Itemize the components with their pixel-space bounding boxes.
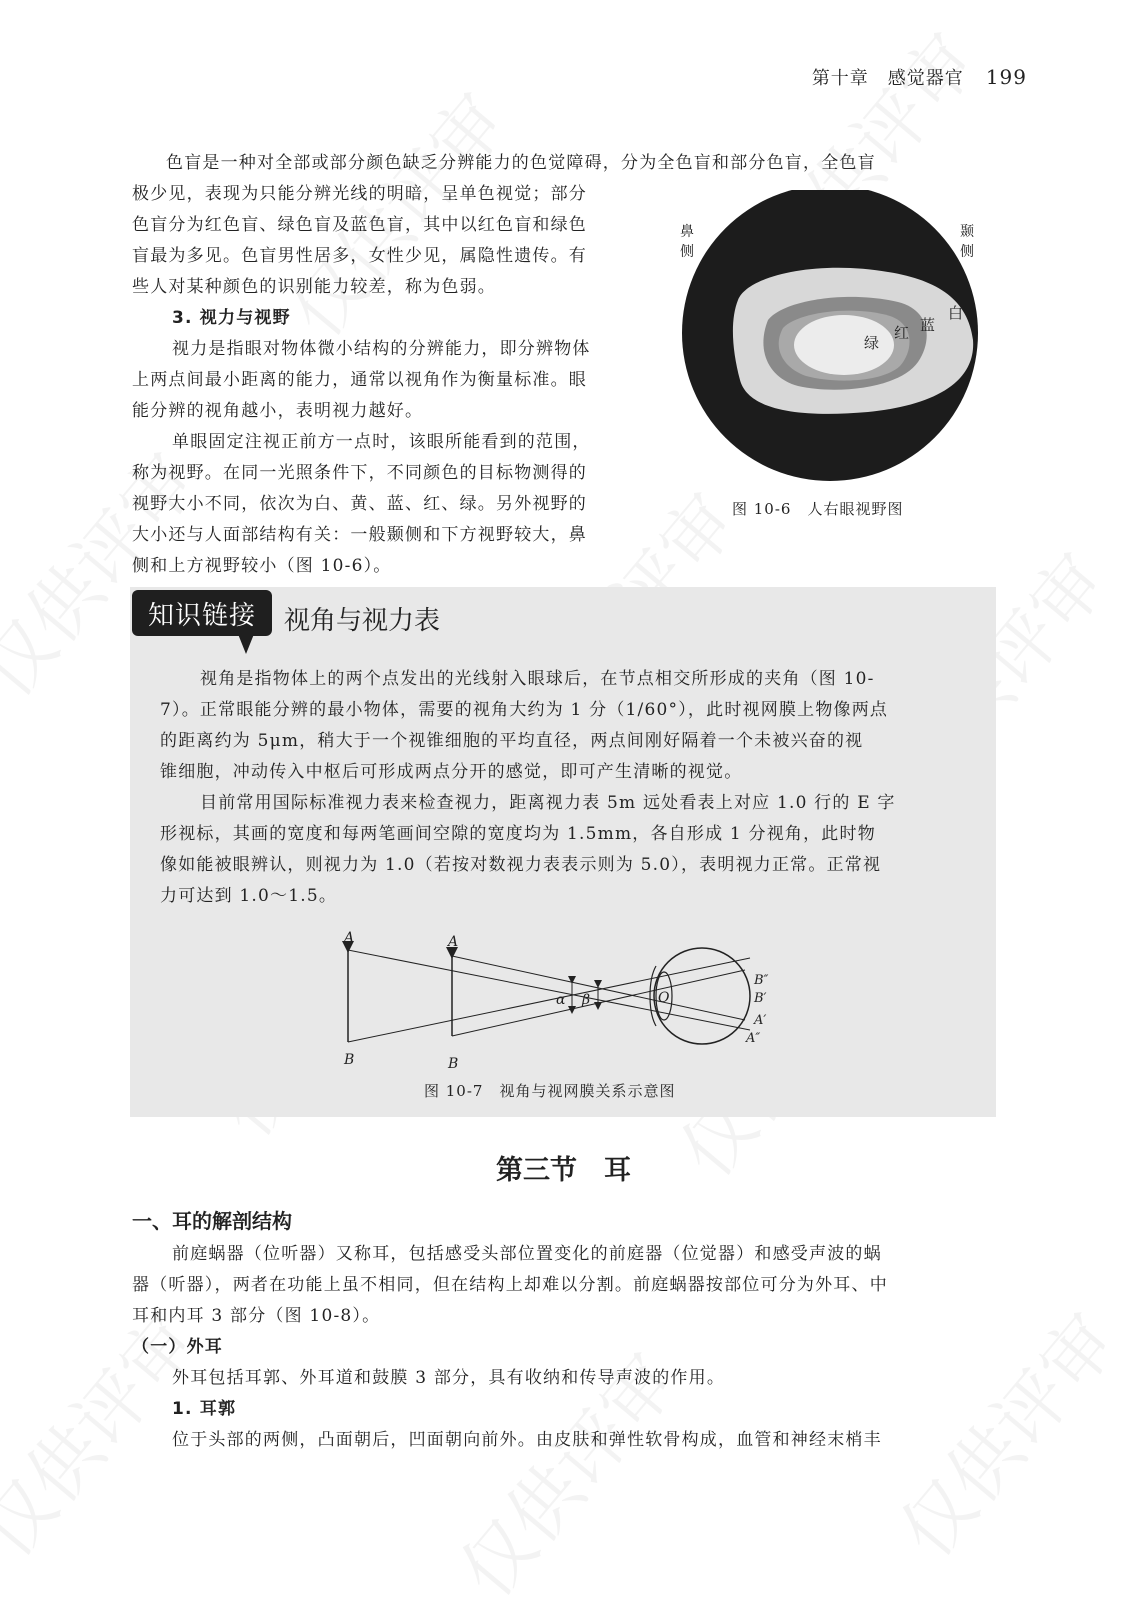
- text-line: 力可达到 1.0～1.5。: [160, 886, 338, 906]
- text-line: 前庭蜗器（位听器）又称耳，包括感受头部位置变化的前庭器（位觉器）和感受声波的蜗: [172, 1244, 882, 1264]
- text-line: 视野大小不同，依次为白、黄、蓝、红、绿。另外视野的: [132, 494, 587, 514]
- label-alpha: α: [556, 992, 566, 1008]
- page-number: 199: [985, 65, 1027, 89]
- paragraph: 色盲是一种对全部或部分颜色缺乏分辨能力的色觉障碍，分为全色盲和部分色盲，全色盲: [166, 153, 876, 173]
- text-line: 极少见，表现为只能分辨光线的明暗，呈单色视觉；部分: [132, 184, 587, 204]
- heading-outer-ear: （一）外耳: [132, 1337, 223, 1357]
- section-body: [132, 1239, 998, 1456]
- label-green: 绿: [864, 334, 880, 352]
- text-line: 目前常用国际标准视力表来检查视力，距离视力表 5m 远处看表上对应 1.0 行的 E 字: [200, 793, 896, 813]
- label-b-double: B″: [754, 973, 769, 988]
- ray-a-far: [348, 950, 750, 1030]
- chapter-title: 第十章 感觉器官: [811, 68, 964, 89]
- figure-visual-angle: [330, 920, 790, 1080]
- figure-caption-10-6: 图 10-6 人右眼视野图: [732, 500, 904, 518]
- text-line: 的距离约为 5μm，稍大于一个视锥细胞的平均直径，两点间刚好隔着一个未被兴奋的视: [160, 731, 864, 751]
- intro-paragraph-first-line: [132, 148, 998, 179]
- knowledge-link-badge: 知识链接: [132, 590, 272, 636]
- figure-caption-10-7: 图 10-7 视角与视网膜关系示意图: [424, 1082, 676, 1100]
- label-a-double: A″: [746, 1031, 761, 1046]
- label-b-near: B: [448, 1056, 459, 1072]
- section-title: 第三节 耳: [496, 1155, 631, 1186]
- subheading-vision: 3. 视力与视野: [172, 308, 291, 328]
- text-line: 锥细胞，冲动传入中枢后可形成两点分开的感觉，即可产生清晰的视觉。: [160, 762, 743, 782]
- heading-ear-anatomy: 一、耳的解剖结构: [132, 1209, 292, 1233]
- running-header: [812, 64, 1027, 90]
- label-beta: β: [582, 992, 591, 1008]
- text-line: 能分辨的视角越小，表明视力越好。: [132, 401, 424, 421]
- text-line: 耳和内耳 3 部分（图 10-8）。: [132, 1306, 381, 1326]
- text-line: 器（听器），两者在功能上虽不相同，但在结构上却难以分割。前庭蜗器按部位可分为外耳、中: [132, 1275, 888, 1295]
- knowledge-box-title: 视角与视力表: [284, 606, 441, 636]
- label-b-far: B: [344, 1052, 355, 1068]
- label-b-prime: B′: [754, 991, 767, 1006]
- label-a-far: A: [344, 930, 355, 946]
- text-line: 形视标，其画的宽度和每两笔画间空隙的宽度均为 1.5mm，各自形成 1 分视角，此时物: [160, 824, 876, 844]
- text-line: 外耳包括耳郭、外耳道和鼓膜 3 部分，具有收纳和传导声波的作用。: [172, 1368, 726, 1388]
- label-temporal-2: 侧: [960, 244, 974, 260]
- text-line: 大小还与人面部结构有关：一般颞侧和下方视野较大，鼻: [132, 525, 587, 545]
- label-o: O: [658, 990, 670, 1006]
- text-line: 侧和上方视野较小（图 10-6）。: [132, 556, 392, 576]
- label-a-near: A: [448, 934, 459, 950]
- label-red: 红: [894, 324, 910, 342]
- label-white: 白: [948, 304, 964, 322]
- label-nasal-2: 侧: [680, 244, 694, 260]
- text-line: 上两点间最小距离的能力，通常以视角作为衡量标准。眼: [132, 370, 587, 390]
- label-a-prime: A′: [754, 1013, 767, 1028]
- heading-auricle: 1. 耳郭: [172, 1399, 237, 1419]
- text-line: 位于头部的两侧，凸面朝后，凹面朝向前外。由皮肤和弹性软骨构成，血管和神经末梢丰: [172, 1430, 882, 1450]
- text-line: 视角是指物体上的两个点发出的光线射入眼球后，在节点相交所形成的夹角（图 10-: [200, 669, 875, 689]
- text-line: 视力是指眼对物体微小结构的分辨能力，即分辨物体: [172, 339, 591, 359]
- left-column: [132, 179, 662, 582]
- text-line: 盲最为多见。色盲男性居多，女性少见，属隐性遗传。有: [132, 246, 587, 266]
- text-line: 7）。正常眼能分辨的最小物体，需要的视角大约为 1 分（1/60°），此时视网膜上物像两点: [160, 700, 889, 720]
- text-line: 些人对某种颜色的识别能力较差，称为色弱。: [132, 277, 496, 297]
- label-blue: 蓝: [920, 316, 936, 334]
- visual-angle-diagram: [330, 920, 790, 1080]
- label-temporal-1: 颞: [960, 224, 974, 240]
- text-line: 称为视野。在同一光照条件下，不同颜色的目标物测得的: [132, 463, 587, 483]
- text-line: 像如能被眼辨认，则视力为 1.0（若按对数视力表表示则为 5.0），表明视力正常。正常视: [160, 855, 882, 875]
- knowledge-box-text: [160, 664, 968, 912]
- figure-visual-field: [668, 190, 998, 490]
- text-line: 色盲分为红色盲、绿色盲及蓝色盲，其中以红色盲和绿色: [132, 215, 587, 235]
- text-line: 单眼固定注视正前方一点时，该眼所能看到的范围，: [172, 432, 591, 452]
- cornea: [650, 966, 656, 1026]
- ray-b-far: [348, 958, 750, 1042]
- badge-pointer: [238, 634, 254, 654]
- visual-field-diagram: [668, 190, 998, 490]
- label-nasal-1: 鼻: [680, 224, 694, 240]
